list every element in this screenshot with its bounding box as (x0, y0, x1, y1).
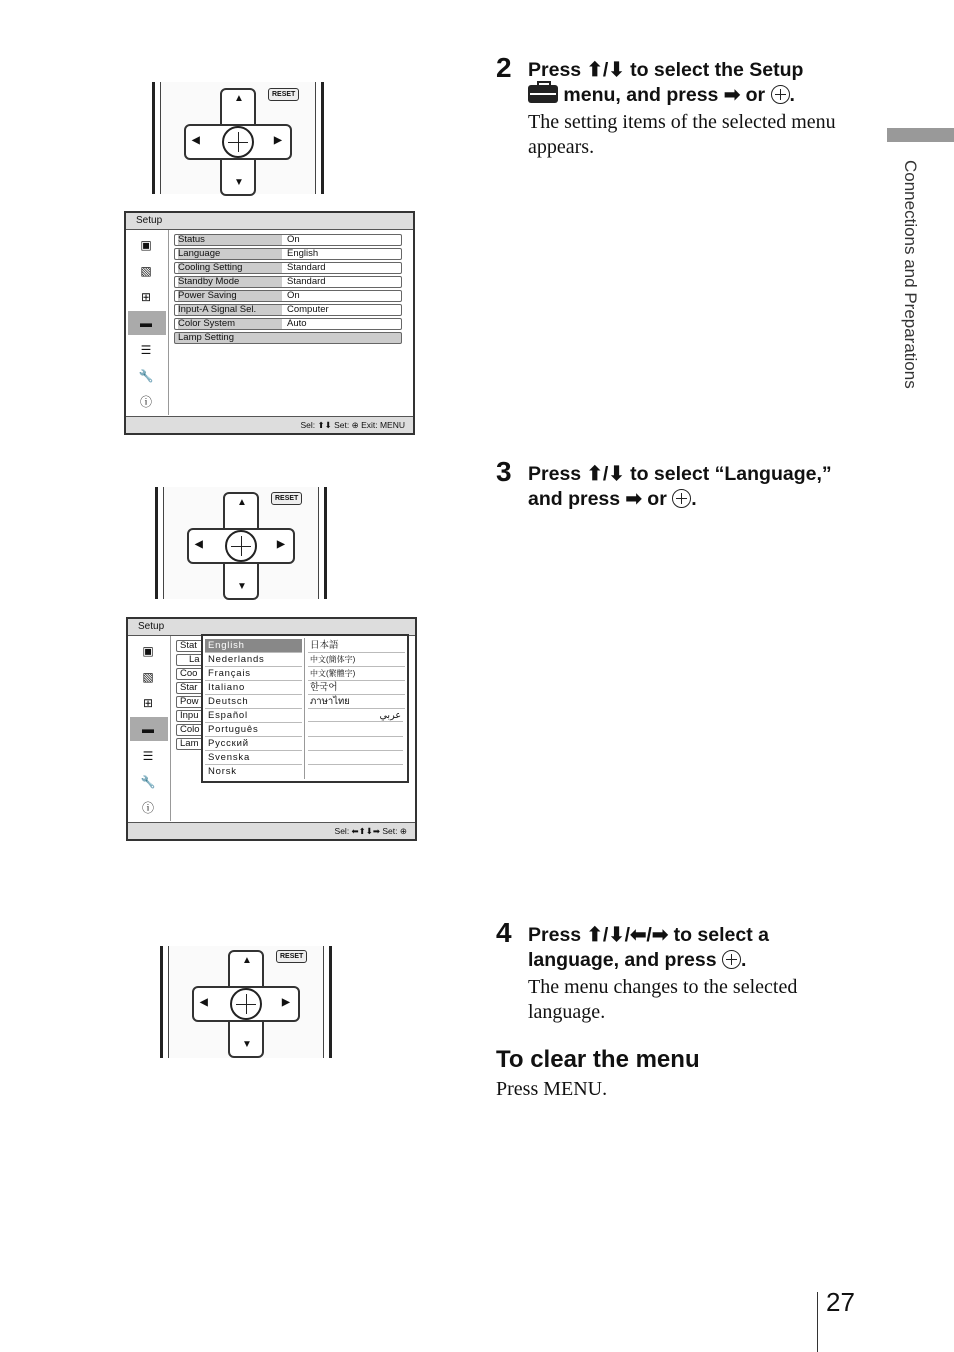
clear-menu-heading: To clear the menu (496, 1046, 700, 1073)
menu-row-status[interactable]: Status On (174, 234, 402, 246)
enter-icon[interactable] (222, 126, 254, 158)
step-2-body: The setting items of the selected menu appears. (528, 111, 836, 158)
menu-row-lamp-setting[interactable]: Lamp Setting (174, 332, 402, 344)
language-list-popup (201, 634, 409, 783)
language-option-deutsch[interactable]: Deutsch (205, 695, 302, 709)
function-icon[interactable]: ☰ (140, 343, 152, 357)
picture-adjust-icon[interactable]: ▧ (140, 264, 152, 278)
language-option-svenska[interactable]: Svenska (205, 751, 302, 765)
step-2-number: 2 (496, 52, 512, 83)
down-arrow-icon[interactable]: ▼ (234, 177, 244, 188)
right-arrow-icon[interactable]: ▶ (274, 135, 282, 146)
language-option-norsk[interactable]: Norsk (208, 766, 237, 777)
right-arrow-icon: ➡ (723, 84, 741, 106)
setup-toolbox-icon[interactable]: ▬ (142, 722, 154, 736)
language-empty-row (308, 737, 403, 751)
reset-button[interactable]: RESET (271, 492, 302, 505)
menu-title: Setup (128, 619, 415, 636)
reset-button[interactable]: RESET (276, 950, 307, 963)
up-down-arrow-icon: ⬆/⬇ (586, 59, 625, 81)
language-option-chinese-traditional[interactable]: 中文(繁體字) (308, 667, 405, 681)
language-option-korean[interactable]: 한국어 (308, 681, 405, 695)
up-arrow-icon[interactable]: ▲ (237, 497, 247, 508)
menu-row-power-saving[interactable]: Power Saving On (174, 290, 402, 302)
language-empty-row (308, 751, 403, 765)
info-icon[interactable]: ⓘ (141, 801, 154, 815)
step-3-number: 3 (496, 456, 512, 487)
right-arrow-icon[interactable]: ▶ (282, 997, 290, 1008)
language-option-nederlands[interactable]: Nederlands (205, 653, 302, 667)
menu-row-standby[interactable]: Standby Mode Standard (174, 276, 402, 288)
page-number: 27 (826, 1287, 855, 1317)
menu-row-color-system[interactable]: Color System Auto (174, 318, 402, 330)
language-option-english[interactable]: English (205, 639, 302, 653)
enter-icon[interactable] (230, 988, 262, 1020)
side-tab-bar (887, 128, 954, 142)
menu-row-partial: Coo (176, 668, 216, 680)
enter-icon (672, 489, 691, 508)
direction-pad (187, 492, 295, 600)
remote-control-2 (155, 487, 327, 599)
left-arrow-icon[interactable]: ◀ (195, 539, 203, 550)
setup-toolbox-icon (528, 85, 558, 103)
step-2-heading: Press ⬆/⬇ to select the Setup menu, and press ➡ or . (528, 59, 804, 106)
remote-control-3 (160, 946, 332, 1058)
clear-menu-body: Press MENU. (496, 1078, 608, 1100)
language-option-portugues[interactable]: Português (205, 723, 302, 737)
menu-row-partial: Colo (176, 724, 216, 736)
language-option-thai[interactable]: ภาษาไทย (308, 695, 405, 709)
direction-pad (192, 950, 300, 1058)
down-arrow-icon[interactable]: ▼ (242, 1039, 252, 1050)
menu-title: Setup (126, 213, 413, 230)
enter-icon (722, 950, 741, 969)
language-option-italiano[interactable]: Italiano (205, 681, 302, 695)
left-arrow-icon[interactable]: ◀ (192, 135, 200, 146)
step-4-heading: Press ⬆/⬇/⬅/➡ to select a language, and press . (528, 924, 769, 971)
setup-menu-screen-1 (124, 211, 415, 435)
menu-footer: Sel: ⬆⬇ Set: ⊕ Exit: MENU (126, 416, 413, 433)
menu-row-partial: Lam (176, 738, 216, 750)
language-empty-row (308, 723, 403, 737)
menu-row-partial: Stat (176, 640, 216, 652)
language-option-chinese-simplified[interactable]: 中文(簡体字) (308, 653, 405, 667)
menu-row-language[interactable]: Language English (174, 248, 402, 260)
picture-icon[interactable]: ▣ (142, 644, 154, 658)
right-arrow-icon: ➡ (625, 488, 642, 510)
language-option-japanese[interactable]: 日本語 (308, 639, 405, 653)
menu-row-partial: Pow (176, 696, 216, 708)
left-arrow-icon[interactable]: ◀ (200, 997, 208, 1008)
enter-icon[interactable] (225, 530, 257, 562)
setup-menu-screen-2 (126, 617, 417, 841)
menu-footer: Sel: ⬅⬆⬇➡ Set: ⊕ (128, 822, 415, 839)
side-tab-label: Connections and Preparations (901, 160, 920, 389)
up-down-arrow-icon: ⬆/⬇ (586, 463, 625, 485)
menu-sidebar (126, 230, 169, 415)
screen-icon[interactable]: ⊞ (142, 696, 154, 710)
picture-icon[interactable]: ▣ (140, 238, 152, 252)
language-option-espanol[interactable]: Español (205, 709, 302, 723)
menu-row-cooling[interactable]: Cooling Setting Standard (174, 262, 402, 274)
menu-row-partial: Star (176, 682, 216, 694)
wrench-icon[interactable]: 🔧 (140, 775, 156, 789)
reset-button[interactable]: RESET (268, 88, 299, 101)
menu-row-partial: Inpu (176, 710, 216, 722)
four-way-arrow-icon: ⬆/⬇/⬅/➡ (586, 924, 669, 946)
info-icon[interactable]: ⓘ (139, 395, 152, 409)
right-arrow-icon[interactable]: ▶ (277, 539, 285, 550)
picture-adjust-icon[interactable]: ▧ (142, 670, 154, 684)
screen-icon[interactable]: ⊞ (140, 290, 152, 304)
language-option-francais[interactable]: Français (205, 667, 302, 681)
menu-row-input-a[interactable]: Input-A Signal Sel. Computer (174, 304, 402, 316)
function-icon[interactable]: ☰ (142, 749, 154, 763)
enter-icon (771, 85, 790, 104)
language-option-russian[interactable]: Русский (205, 737, 302, 751)
wrench-icon[interactable]: 🔧 (138, 369, 154, 383)
step-3-heading: Press ⬆/⬇ to select “Language,” and press ➡ or . (528, 463, 832, 510)
up-arrow-icon[interactable]: ▲ (242, 955, 252, 966)
step-4-body: The menu changes to the selected language. (528, 976, 798, 1023)
down-arrow-icon[interactable]: ▼ (237, 581, 247, 592)
menu-sidebar (128, 636, 171, 821)
up-arrow-icon[interactable]: ▲ (234, 93, 244, 104)
direction-pad (184, 88, 292, 196)
remote-control-1 (152, 82, 324, 194)
language-option-arabic[interactable]: عربي (308, 709, 403, 722)
page-divider (817, 1292, 818, 1352)
setup-toolbox-icon[interactable]: ▬ (140, 316, 152, 330)
step-4-number: 4 (496, 917, 512, 948)
menu-row-partial: La (176, 654, 216, 666)
